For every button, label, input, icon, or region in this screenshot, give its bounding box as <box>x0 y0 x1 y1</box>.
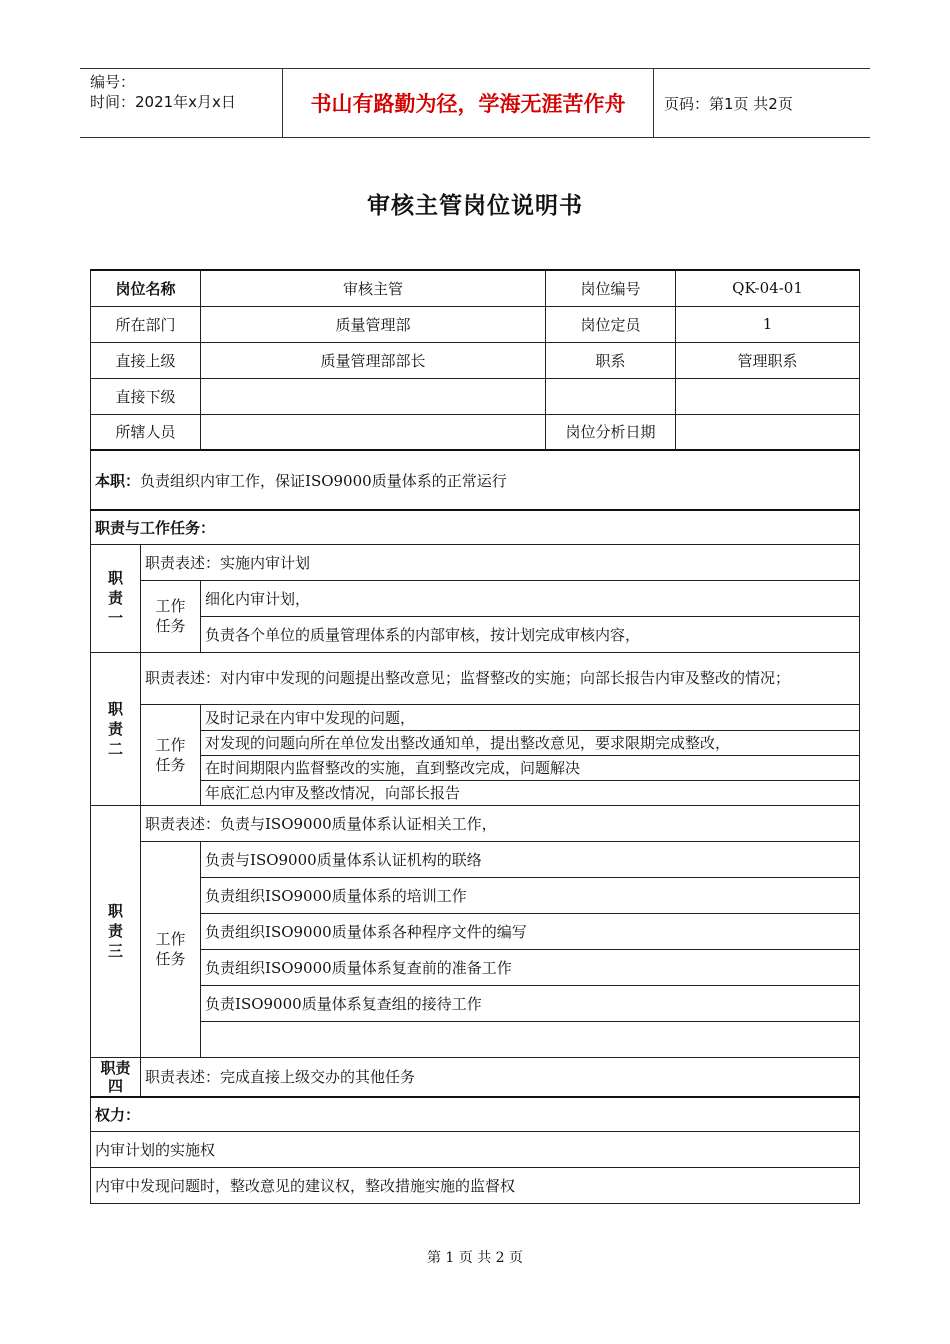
position-name-value: 审核主管 <box>201 270 546 306</box>
duty-3-task-4: 负责组织ISO9000质量体系复查前的准备工作 <box>201 949 860 985</box>
duty-3-task-6 <box>201 1021 860 1057</box>
subordinate-empty-label <box>546 378 676 414</box>
staff-label: 所辖人员 <box>91 414 201 450</box>
dept-value: 质量管理部 <box>201 306 546 342</box>
duty-2-task-2: 对发现的问题向所在单位发出整改通知单，提出整改意见，要求限期完成整改， <box>201 730 860 755</box>
duty-3-task-1: 负责与ISO9000质量体系认证机构的联络 <box>201 841 860 877</box>
authority-title: 权力： <box>91 1097 860 1131</box>
duty-1-task-1: 细化内审计划， <box>201 580 860 616</box>
duty-3-task-3: 负责组织ISO9000质量体系各种程序文件的编写 <box>201 913 860 949</box>
duty-4-label: 职责四 <box>91 1057 141 1097</box>
staff-value <box>201 414 546 450</box>
duty-2-task-1: 及时记录在内审中发现的问题， <box>201 704 860 730</box>
duty-2-task-4: 年底汇总内审及整改情况，向部长报告 <box>201 780 860 805</box>
duty-1-desc: 职责表述：实施内审计划 <box>141 544 860 580</box>
subordinate-label: 直接下级 <box>91 378 201 414</box>
job-description-table <box>90 269 860 1204</box>
primary-duty-label: 本职： <box>95 471 141 490</box>
headcount-label: 岗位定员 <box>546 306 676 342</box>
duty-3-label: 职责三 <box>91 805 141 1057</box>
tasks-section-title: 职责与工作任务： <box>91 510 860 544</box>
primary-duty <box>91 450 860 510</box>
document-title: 审核主管岗位说明书 <box>367 193 583 219</box>
duty-3-task-2: 负责组织ISO9000质量体系的培训工作 <box>201 877 860 913</box>
dept-label: 所在部门 <box>91 306 201 342</box>
position-name-label: 岗位名称 <box>91 270 201 306</box>
authority-item-2: 内审中发现问题时，整改意见的建议权，整改措施实施的监督权 <box>91 1167 860 1203</box>
subordinate-value <box>201 378 546 414</box>
duty-2-desc: 职责表述：对内审中发现的问题提出整改意见；监督整改的实施；向部长报告内审及整改的情况； <box>141 652 860 704</box>
subordinate-empty-value <box>676 378 860 414</box>
position-no-value: QK-04-01 <box>676 270 860 306</box>
superior-label: 直接上级 <box>91 342 201 378</box>
authority-item-1: 内审计划的实施权 <box>91 1131 860 1167</box>
time-label: 时间：2021年x月x日 <box>90 93 236 111</box>
position-no-label: 岗位编号 <box>546 270 676 306</box>
series-value: 管理职系 <box>676 342 860 378</box>
superior-value: 质量管理部部长 <box>201 342 546 378</box>
duty-1-task-label: 工作任务 <box>141 580 201 652</box>
header-meta <box>80 69 280 137</box>
analysis-date-value <box>676 414 860 450</box>
header-page-label: 页码：第1页 共2页 <box>664 94 793 113</box>
headcount-value: 1 <box>676 306 860 342</box>
duty-1-label: 职责一 <box>91 544 141 652</box>
primary-duty-text: 负责组织内审工作，保证ISO9000质量体系的正常运行 <box>140 471 507 490</box>
number-label: 编号： <box>90 73 136 91</box>
series-label: 职系 <box>546 342 676 378</box>
duty-2-label: 职责二 <box>91 652 141 805</box>
duty-3-task-5: 负责ISO9000质量体系复查组的接待工作 <box>201 985 860 1021</box>
page-header <box>80 68 870 138</box>
duty-1-task-2: 负责各个单位的质量管理体系的内部审核，按计划完成审核内容， <box>201 616 860 652</box>
analysis-date-label: 岗位分析日期 <box>546 414 676 450</box>
duty-3-desc: 职责表述：负责与ISO9000质量体系认证相关工作， <box>141 805 860 841</box>
duty-3-task-label: 工作任务 <box>141 841 201 1057</box>
duty-2-task-3: 在时间期限内监督整改的实施，直到整改完成，问题解决 <box>201 755 860 780</box>
duty-2-task-label: 工作任务 <box>141 704 201 805</box>
page-footer: 第 1 页 共 2 页 <box>426 1250 524 1266</box>
header-motto: 书山有路勤为径，学海无涯苦作舟 <box>282 69 654 137</box>
duty-4-desc: 职责表述：完成直接上级交办的其他任务 <box>141 1057 860 1097</box>
